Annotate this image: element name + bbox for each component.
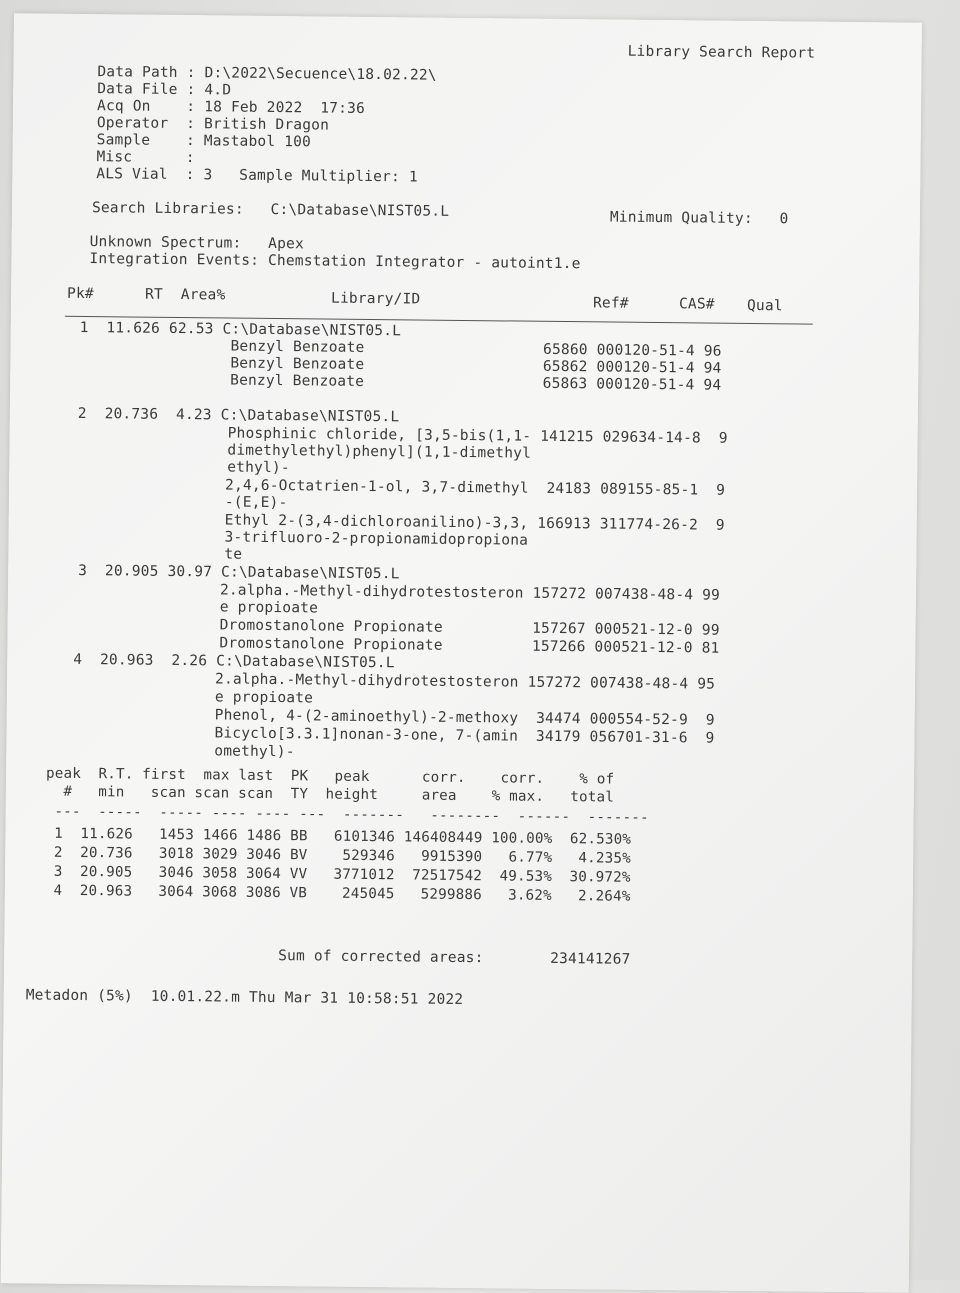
peak3-line3: Dromostanolone Propionate 157267 000521-12-0 99: [219, 617, 720, 639]
peak4-line4: Bicyclo[3.3.1]nonan-3-one, 7-(amin 34179 056701-31-6 9: [214, 725, 715, 747]
header-data-path: Data Path : D:\2022\Secuence\18.02.22\: [97, 64, 437, 84]
peak2-line6: Ethyl 2-(3,4-dichloroanilino)-3,3, 166913 311774-26-2 9: [224, 512, 725, 534]
peak2-line2: dimethylethyl)phenyl](1,1-dimethyl: [227, 442, 532, 462]
unknown-spectrum: Unknown Spectrum: Apex: [89, 234, 305, 253]
lib-col-qual: Qual: [746, 297, 783, 315]
report-page: [1, 13, 922, 1292]
header-operator: Operator : British Dragon: [96, 115, 330, 134]
peak1-head: 1 11.626 62.53 C:\Database\NIST05.L: [70, 319, 402, 340]
peak2-line5: -(E,E)-: [224, 494, 288, 512]
lib-col-pk: Pk#: [67, 285, 94, 303]
sum-value: 234141267: [550, 950, 631, 968]
sum-label: Sum of corrected areas:: [278, 948, 484, 967]
lib-col-library-id: Library/ID: [330, 290, 421, 308]
peak2-line7: 3-trifluoro-2-propionamidopropiona: [224, 529, 529, 549]
header-data-file: Data File : 4.D: [97, 81, 232, 99]
peak2-line1: Phosphinic chloride, [3,5-bis(1,1- 141215 029634-14-8 9: [227, 425, 728, 447]
peak4-line2: e propioate: [214, 689, 314, 707]
peak1-hit1: Benzyl Benzoate 65860 000120-51-4 96: [230, 338, 722, 360]
table-header-dashes: --- ----- ----- ---- ---- --- ------- -------- ------ -------: [45, 803, 649, 826]
peak3-line4: Dromostanolone Propionate 157266 000521-12-0 81: [219, 635, 720, 657]
header-misc: Misc :: [96, 149, 195, 167]
table-header-line2: # min scan scan scan TY height area % max. total: [45, 783, 615, 806]
lib-col-cas: CAS#: [678, 296, 715, 313]
peak4-line3: Phenol, 4-(2-aminoethyl)-2-methoxy 34474 000554-52-9 9: [214, 707, 715, 729]
peak3-line2: e propioate: [219, 599, 319, 617]
table-row: 2 20.736 3018 3029 3046 BV 529346 9915390 6.77% 4.235%: [45, 844, 631, 867]
peak4-line1: 2.alpha.-Methyl-dihydrotestosteron 157272 007438-48-4 95: [214, 671, 716, 693]
lib-col-rt-area: RT Area%: [145, 286, 226, 304]
peak3-line1: 2.alpha.-Methyl-dihydrotestosteron 157272 007438-48-4 99: [219, 582, 721, 604]
table-row: 1 11.626 1453 1466 1486 BB 6101346 146408449 100.00% 62.530%: [45, 825, 632, 848]
peak4-line5: omethyl)-: [214, 743, 295, 761]
minimum-quality: Minimum Quality: 0: [609, 209, 789, 228]
peak1-hit3: Benzyl Benzoate 65863 000120-51-4 94: [230, 372, 722, 394]
peak2-line3: ethyl)-: [227, 459, 290, 477]
footer-method: Metadon (5%) 10.01.22.m Thu Mar 31 10:58:51 2022: [25, 987, 464, 1009]
header-acq-on: Acq On : 18 Feb 2022 17:36: [96, 98, 366, 117]
lib-col-ref: Ref#: [592, 295, 629, 312]
peak4-head: 4 20.963 2.26 C:\Database\NIST05.L: [73, 651, 395, 672]
peak2-line4: 2,4,6-Octatrien-1-ol, 3,7-dimethyl 24183 089155-85-1 9: [225, 477, 726, 499]
header-als-vial: ALS Vial : 3 Sample Multiplier: 1: [96, 166, 418, 186]
table-row: 3 20.905 3046 3058 3064 VV 3771012 72517542 49.53% 30.972%: [44, 863, 631, 886]
table-row: 4 20.963 3064 3068 3086 VB 245045 5299886 3.62% 2.264%: [44, 882, 631, 905]
header-sample: Sample : Mastabol 100: [96, 132, 312, 151]
peak1-hit2: Benzyl Benzoate 65862 000120-51-4 94: [230, 355, 722, 377]
search-libraries: Search Libraries: C:\Database\NIST05.L: [91, 200, 450, 220]
peak2-head: 2 20.736 4.23 C:\Database\NIST05.L: [77, 405, 400, 426]
peak3-head: 3 20.905 30.97 C:\Database\NIST05.L: [78, 562, 400, 583]
integration-events: Integration Events: Chemstation Integrator - autoint1.e: [89, 251, 581, 273]
peak2-line8: te: [224, 546, 243, 563]
report-title: Library Search Report: [627, 43, 816, 62]
table-header-line1: peak R.T. first max last PK peak corr. corr. % of: [45, 765, 615, 788]
